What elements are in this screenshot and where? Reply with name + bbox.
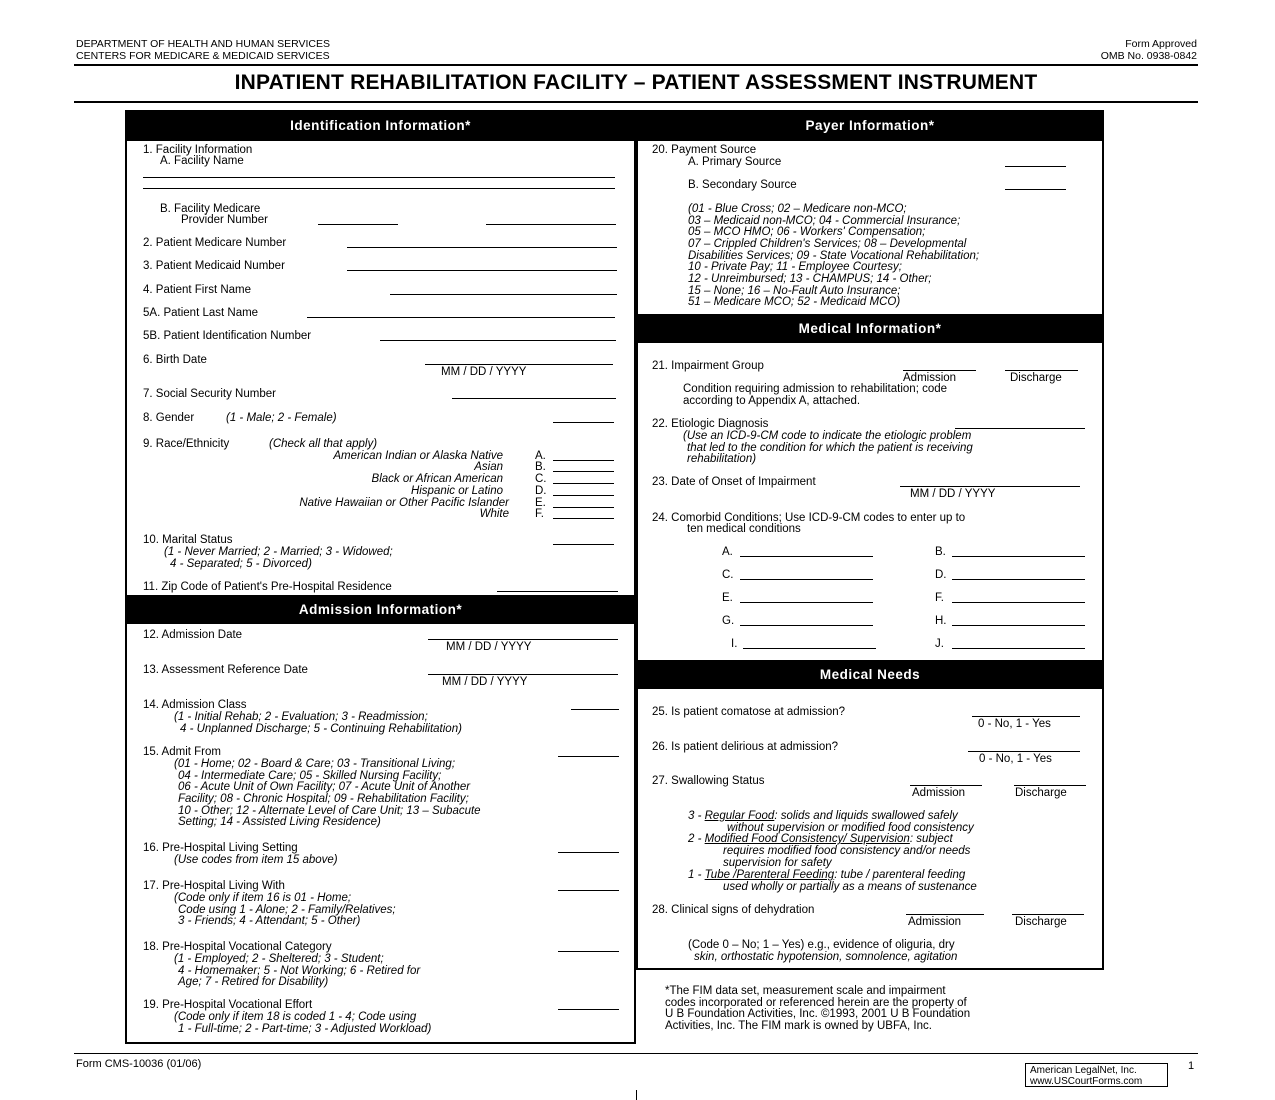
dehydration-admission-label: Admission (908, 916, 962, 928)
section-medical-needs: Medical Needs (636, 660, 1104, 689)
comorbid-h-label: H. (935, 615, 947, 627)
gender-field[interactable] (553, 422, 614, 423)
assessment-date-format: MM / DD / YYYY (442, 676, 528, 688)
race-label-f: White (479, 508, 509, 520)
payer-codes-4: 07 – Crippled Children's Services; 08 – Developmental (688, 238, 967, 250)
item-28-label: 28. Clinical signs of dehydration (652, 904, 815, 916)
impairment-admission-field[interactable] (903, 370, 976, 371)
swallow-2-term: Modified Food Consistency/ Supervision (704, 833, 910, 845)
department-name: DEPARTMENT OF HEALTH AND HUMAN SERVICES (76, 38, 330, 50)
fim-notice-4: Activities, Inc. The FIM mark is owned by UBFA, Inc. (665, 1020, 932, 1032)
swallow-1-desc: : tube / parenteral feeding (834, 869, 966, 881)
item-15-label: 15. Admit From (143, 746, 221, 758)
section-admission: Admission Information* (125, 595, 636, 624)
birth-date-field[interactable] (425, 364, 613, 365)
item-20-label: 20. Payment Source (652, 144, 757, 156)
race-label-c: Black or African American (371, 473, 503, 485)
comorbid-a-label: A. (722, 546, 733, 558)
first-name-field[interactable] (390, 294, 617, 295)
section-medical: Medical Information* (636, 314, 1104, 343)
item-6-label: 6. Birth Date (143, 354, 207, 366)
admit-from-field[interactable] (558, 756, 619, 757)
item-13-label: 13. Assessment Reference Date (143, 664, 308, 676)
race-label-e: Native Hawaiian or Other Pacific Islander (299, 497, 509, 509)
form-approved: Form Approved (1125, 38, 1197, 50)
omb-number: OMB No. 0938-0842 (1100, 50, 1197, 62)
page-title: INPATIENT REHABILITATION FACILITY – PATIENT ASSESSMENT INSTRUMENT (234, 71, 1038, 94)
item-16-label: 16. Pre-Hospital Living Setting (143, 842, 298, 854)
birth-date-format: MM / DD / YYYY (441, 366, 527, 378)
provider-number-line-a[interactable] (318, 224, 398, 225)
comorbid-c-label: C. (722, 569, 734, 581)
item-14-label: 14. Admission Class (143, 699, 247, 711)
item-15-options-3: 06 - Acute Unit of Own Facility; 07 - Acute Unit of Another (178, 781, 471, 793)
item-24-label: 24. Comorbid Conditions; Use ICD-9-CM codes to enter up to (652, 512, 966, 524)
item-17-label: 17. Pre-Hospital Living With (143, 880, 285, 892)
swallow-1-term: Tube /Parenteral Feeding (704, 869, 835, 881)
race-field-c[interactable] (553, 483, 614, 484)
swallow-3-desc: : solids and liquids swallowed safely (774, 810, 958, 822)
legalnet-badge (1025, 1063, 1168, 1087)
item-17-options-3: 3 - Friends; 4 - Attendant; 5 - Other) (178, 915, 361, 927)
item-14-options-2: 4 - Unplanned Discharge; 5 - Continuing Rehabilitation) (180, 723, 462, 735)
payer-codes-3: 05 – MCO HMO; 06 - Workers' Compensation; (688, 226, 926, 238)
delirious-field[interactable] (968, 751, 1080, 752)
patient-id-field[interactable] (380, 340, 616, 341)
fim-notice-2: codes incorporated or referenced herein are the property of (665, 997, 967, 1009)
item-22-desc-1: (Use an ICD-9-CM code to indicate the etiologic problem (683, 430, 972, 442)
item-9-options: (Check all that apply) (269, 438, 378, 450)
payer-codes-6: 10 - Private Pay; 11 - Employee Courtesy; (688, 261, 902, 273)
swallow-code-3-desc: without supervision or modified food consistency (727, 822, 974, 834)
swallow-3-term: Regular Food (704, 810, 775, 822)
item-4-label: 4. Patient First Name (143, 284, 252, 296)
item-10-label: 10. Marital Status (143, 534, 233, 546)
assessment-date-field[interactable] (428, 674, 618, 675)
item-24-desc: ten medical conditions (687, 523, 801, 535)
facility-name-line-2[interactable] (143, 188, 615, 189)
provider-number-line-b[interactable] (486, 224, 616, 225)
admission-class-field[interactable] (571, 709, 619, 710)
item-18-options-3: Age; 7 - Retired for Disability) (178, 976, 329, 988)
swallow-2-desc: : subject (909, 833, 953, 845)
comatose-options: 0 - No, 1 - Yes (978, 718, 1051, 730)
comorbid-g-field[interactable] (740, 625, 873, 626)
item-7-label: 7. Social Security Number (143, 388, 276, 400)
swallow-code-3 (688, 810, 958, 822)
item-23-label: 23. Date of Onset of Impairment (652, 476, 816, 488)
item-19-label: 19. Pre-Hospital Vocational Effort (143, 999, 313, 1011)
comorbid-e-label: E. (722, 592, 733, 604)
race-field-e[interactable] (553, 507, 614, 508)
race-field-a[interactable] (553, 460, 614, 461)
item-1-label: 1. Facility Information (143, 144, 253, 156)
item-11-label: 11. Zip Code of Patient's Pre-Hospital Residence (143, 581, 392, 593)
item-3-label: 3. Patient Medicaid Number (143, 260, 285, 272)
race-code-b: B. (535, 461, 546, 473)
item-2-label: 2. Patient Medicare Number (143, 237, 287, 249)
legalnet-name: American LegalNet, Inc. (1030, 1065, 1137, 1076)
race-code-e: E. (535, 497, 546, 509)
payer-codes-2: 03 – Medicaid non-MCO; 04 - Commercial Insurance; (688, 215, 961, 227)
item-21-desc-2: according to Appendix A, attached. (683, 395, 861, 407)
secondary-source-field[interactable] (1005, 189, 1066, 190)
payer-codes-5: Disabilities Services; 09 - State Vocational Rehabilitation; (688, 250, 980, 262)
comorbid-d-label: D. (935, 569, 947, 581)
item-1a-label: A. Facility Name (160, 155, 244, 167)
ssn-field[interactable] (452, 398, 616, 399)
comorbid-e-field[interactable] (740, 602, 873, 603)
comorbid-j-field[interactable] (952, 648, 1085, 649)
item-21-desc-1: Condition requiring admission to rehabilitation; code (683, 383, 948, 395)
comorbid-a-field[interactable] (740, 556, 873, 557)
item-8-options: (1 - Male; 2 - Female) (226, 412, 337, 424)
item-15-options-5: 10 - Other; 12 - Alternate Level of Care Unit; 13 – Subacute (178, 805, 481, 817)
item-22-desc-2: that led to the condition for which the patient is receiving (687, 442, 973, 454)
item-5b-label: 5B. Patient Identification Number (143, 330, 312, 342)
item-8-label: 8. Gender (143, 412, 195, 424)
onset-date-field[interactable] (900, 486, 1080, 487)
item-25-label: 25. Is patient comatose at admission? (652, 706, 846, 718)
item-17-options-2: Code using 1 - Alone; 2 - Family/Relatives; (178, 904, 396, 916)
item-1b-label-2: Provider Number (181, 214, 268, 226)
section-identification: Identification Information* (125, 111, 636, 141)
last-name-field[interactable] (307, 317, 615, 318)
item-1b-label: B. Facility Medicare (160, 203, 261, 215)
item-26-label: 26. Is patient delirious at admission? (652, 741, 839, 753)
comorbid-i-field[interactable] (743, 648, 876, 649)
comorbid-f-field[interactable] (952, 602, 1085, 603)
swallow-code-2-desc-2: supervision for safety (723, 857, 832, 869)
race-field-b[interactable] (553, 471, 614, 472)
item-28-desc-2: skin, orthostatic hypotension, somnolence, agitation (694, 951, 958, 963)
swallow-code-1 (688, 869, 965, 881)
item-10-options-2: 4 - Separated; 5 - Divorced) (170, 558, 312, 570)
comorbid-f-label: F. (935, 592, 944, 604)
onset-date-format: MM / DD / YYYY (910, 488, 996, 500)
item-14-options-1: (1 - Initial Rehab; 2 - Evaluation; 3 - Readmission; (174, 711, 428, 723)
vocational-category-field[interactable] (558, 951, 619, 952)
race-code-c: C. (535, 473, 547, 485)
item-28-desc-1: (Code 0 – No; 1 – Yes) e.g., evidence of oliguria, dry (688, 939, 955, 951)
item-15-options-6: Setting; 14 - Assisted Living Residence) (178, 816, 381, 828)
admission-date-format: MM / DD / YYYY (446, 641, 532, 653)
item-27-label: 27. Swallowing Status (652, 775, 765, 787)
swallowing-discharge-label: Discharge (1015, 787, 1067, 799)
living-with-field[interactable] (558, 890, 619, 891)
dehydration-admission-field[interactable] (906, 914, 984, 915)
zip-code-field[interactable] (497, 591, 618, 592)
dehydration-discharge-label: Discharge (1015, 916, 1067, 928)
comorbid-b-field[interactable] (952, 556, 1085, 557)
legalnet-url[interactable]: www.USCourtForms.com (1030, 1076, 1143, 1087)
swallowing-discharge-field[interactable] (1014, 785, 1086, 786)
medicaid-number-field[interactable] (347, 270, 617, 271)
agency-name: CENTERS FOR MEDICARE & MEDICAID SERVICES (76, 50, 330, 62)
race-label-b: Asian (474, 461, 503, 473)
race-label-d: Hispanic or Latino (410, 485, 503, 497)
fim-notice-3: U B Foundation Activities, Inc. ©1993, 2001 U B Foundation (665, 1008, 971, 1020)
item-17-options-1: (Code only if item 16 is 01 - Home; (174, 892, 352, 904)
item-15-options-2: 04 - Intermediate Care; 05 - Skilled Nursing Facility; (178, 770, 442, 782)
etiologic-diagnosis-field[interactable] (955, 428, 1085, 429)
vocational-effort-field[interactable] (558, 1009, 619, 1010)
payer-codes-7: 12 - Unreimbursed; 13 - CHAMPUS; 14 - Other; (688, 273, 932, 285)
item-20a-label: A. Primary Source (688, 156, 782, 168)
page-number: 1 (1188, 1060, 1195, 1072)
payer-codes-9: 51 – Medicare MCO; 52 - Medicaid MCO) (688, 296, 901, 308)
item-21-label: 21. Impairment Group (652, 360, 764, 372)
primary-source-field[interactable] (1005, 166, 1066, 167)
comorbid-h-field[interactable] (952, 625, 1085, 626)
payer-codes-1: (01 - Blue Cross; 02 – Medicare non-MCO; (688, 203, 907, 215)
delirious-options: 0 - No, 1 - Yes (979, 753, 1052, 765)
swallow-code-2-desc-1: requires modified food consistency and/or needs (723, 845, 971, 857)
header-rule-bottom (74, 101, 1198, 103)
comorbid-i-label: I. (731, 638, 738, 650)
item-22-label: 22. Etiologic Diagnosis (652, 418, 769, 430)
item-15-options-4: Facility; 08 - Chronic Hospital; 09 - Rehabilitation Facility; (178, 793, 469, 805)
item-5a-label: 5A. Patient Last Name (143, 307, 259, 319)
impairment-admission-label: Admission (903, 372, 957, 384)
comatose-field[interactable] (972, 716, 1080, 717)
swallow-2-num: 2 - (688, 833, 705, 845)
living-setting-field[interactable] (558, 852, 619, 853)
facility-name-line-1[interactable] (143, 177, 615, 178)
item-18-label: 18. Pre-Hospital Vocational Category (143, 941, 332, 953)
item-18-options-1: (1 - Employed; 2 - Sheltered; 3 - Student; (174, 953, 384, 965)
race-code-f: F. (535, 508, 544, 520)
item-12-label: 12. Admission Date (143, 629, 243, 641)
item-9-label: 9. Race/Ethnicity (143, 438, 230, 450)
item-22-desc-3: rehabilitation) (687, 453, 757, 465)
dehydration-discharge-field[interactable] (1012, 914, 1084, 915)
swallow-code-2 (688, 833, 953, 845)
page-fold-mark (636, 1090, 637, 1100)
swallowing-admission-label: Admission (912, 787, 966, 799)
item-19-options-2: 1 - Full-time; 2 - Part-time; 3 - Adjusted Workload) (178, 1023, 432, 1035)
comorbid-g-label: G. (722, 615, 735, 627)
item-18-options-2: 4 - Homemaker; 5 - Not Working; 6 - Retired for (178, 965, 421, 977)
form-number: Form CMS-10036 (01/06) (76, 1058, 202, 1070)
swallow-1-num: 1 - (688, 869, 705, 881)
header-rule-top (74, 64, 1198, 66)
impairment-discharge-field[interactable] (1005, 370, 1078, 371)
swallow-code-1-desc: used wholly or partially as a means of sustenance (723, 881, 977, 893)
item-15-options-1: (01 - Home; 02 - Board & Care; 03 - Transitional Living; (174, 758, 456, 770)
fim-notice-1: *The FIM data set, measurement scale and impairment (665, 985, 946, 997)
item-20b-label: B. Secondary Source (688, 179, 797, 191)
comorbid-c-field[interactable] (740, 579, 873, 580)
payer-codes-8: 15 – None; 16 – No-Fault Auto Insurance; (688, 285, 901, 297)
medicare-number-field[interactable] (347, 247, 617, 248)
comorbid-b-label: B. (935, 546, 946, 558)
race-code-d: D. (535, 485, 547, 497)
race-field-f[interactable] (553, 518, 614, 519)
footer-rule (74, 1053, 1198, 1054)
item-19-options-1: (Code only if item 18 is coded 1 - 4; Code using (174, 1011, 417, 1023)
race-code-a: A. (535, 450, 546, 462)
marital-status-field[interactable] (553, 544, 614, 545)
item-10-options-1: (1 - Never Married; 2 - Married; 3 - Widowed; (164, 546, 393, 558)
item-16-options: (Use codes from item 15 above) (174, 854, 338, 866)
comorbid-d-field[interactable] (952, 579, 1085, 580)
comorbid-j-label: J. (935, 638, 944, 650)
impairment-discharge-label: Discharge (1010, 372, 1062, 384)
swallow-3-num: 3 - (688, 810, 705, 822)
swallowing-admission-field[interactable] (910, 785, 982, 786)
race-field-d[interactable] (553, 495, 614, 496)
admission-date-field[interactable] (428, 639, 618, 640)
section-payer: Payer Information* (636, 111, 1104, 141)
race-label-a: American Indian or Alaska Native (333, 450, 503, 462)
